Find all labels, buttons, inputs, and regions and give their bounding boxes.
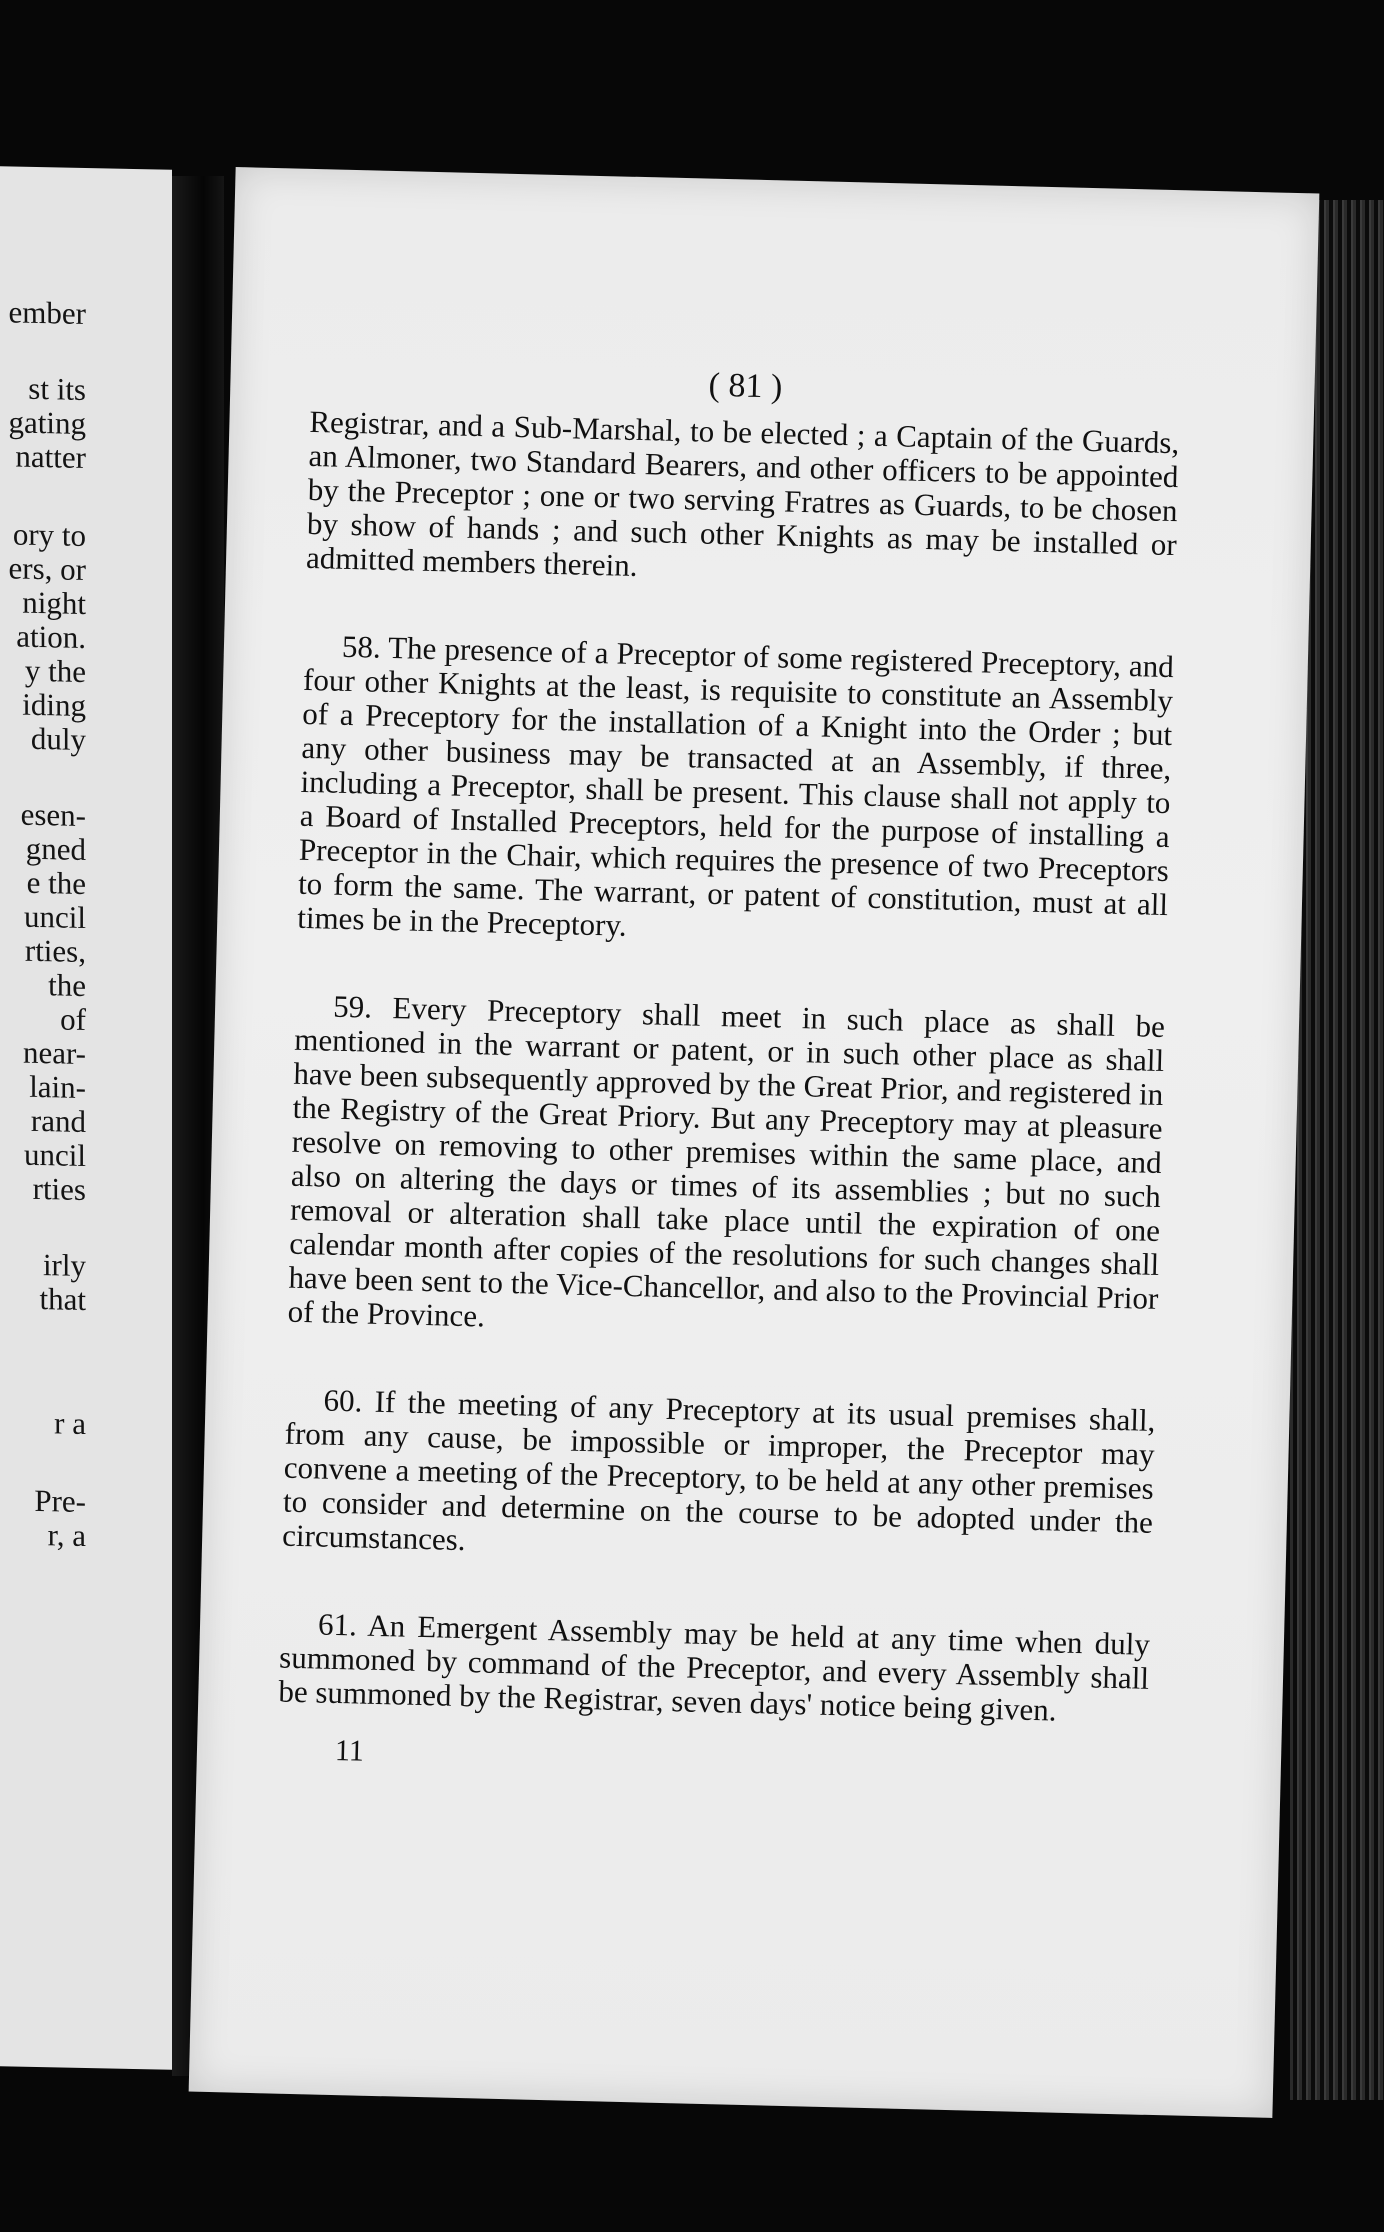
page-number: ( 81 ) <box>708 366 783 406</box>
facing-page-fragment: the <box>48 967 86 1003</box>
facing-page-fragment: duly <box>30 720 86 757</box>
facing-page-fragment: rties <box>32 1170 86 1207</box>
facing-page-fragment: Pre- <box>34 1482 86 1519</box>
facing-page-fragment: ory to <box>12 516 86 553</box>
signature-mark: 11 <box>334 1733 365 1768</box>
facing-page-fragment: r a <box>54 1405 86 1441</box>
paragraph-59: 59. Every Preceptory shall meet in such place as shall be mentioned in the warrant or patent, or in such other place as shall have been subsequently approved by the Great Prior, and registered in the Registry of the Great Priory. But any Preceptory may at pleasure resolve on removing to other premises within the same place, and also on altering the days or times of its assemblies ; but no such removal or alteration shall take place until the expiration of one calendar month after copies of the resolutions for such changes shall have been sent to the Vice-Chancellor, and also to the Provincial Prior of the Province. <box>287 988 1166 1334</box>
facing-page-fragment: of <box>60 1001 86 1037</box>
book-page <box>189 167 1320 2118</box>
paragraph-61: 61. An Emergent Assembly may be held at any time when duly summoned by command of the Preceptor, and every Assembly shall be summoned by the Registrar, seven days' notice being given. <box>278 1606 1151 1728</box>
facing-page-fragment: lain- <box>29 1068 86 1105</box>
facing-page-fragment: ember <box>8 294 86 331</box>
facing-page-fragment: uncil <box>24 1136 86 1173</box>
facing-page-fragment: gating <box>8 404 86 441</box>
facing-page-fragment: gned <box>25 830 86 867</box>
facing-page-fragment: night <box>22 584 86 621</box>
facing-page-fragment: that <box>39 1281 86 1317</box>
facing-page-fragment: esen- <box>20 796 86 833</box>
facing-page-fragment: iding <box>22 686 86 723</box>
paragraph-continuation: Registrar, and a Sub-Marshal, to be elected ; a Captain of the Guards, an Almoner, two Standard Bearers, and other officers to be appointed by the Preceptor ; one or two serving Fratres as Guards, to be chosen by show of hands ; and such other Knights as may be installed or admitted members therein. <box>305 403 1180 583</box>
facing-page-fragment: y the <box>24 652 86 689</box>
facing-page-fragment: ation. <box>16 618 86 655</box>
facing-page-fragment: r, a <box>47 1517 86 1553</box>
facing-page-fragment: st its <box>28 370 86 407</box>
facing-page-fragment: natter <box>15 438 86 475</box>
page-content <box>277 359 1181 1788</box>
facing-page-fragment: rand <box>30 1102 86 1139</box>
facing-page-fragment: e the <box>26 864 86 901</box>
facing-page-fragment: ers, or <box>8 550 86 587</box>
facing-page-fragment: uncil <box>24 898 86 935</box>
paragraph-60: 60. If the meeting of any Preceptory at its usual premises shall, from any cause, be impossible or improper, the Preceptor may convene a meeting of the Preceptory, to be held at any other premises to consider and determine on the course to be adopted under the circumstances. <box>281 1382 1156 1558</box>
paragraph-58: 58. The presence of a Preceptor of some registered Preceptory, and four other Knights at the least, is requisite to constitute an Assembly of a Preceptory for the installation of a Knight into the Order ; but any other business may be transacted at an Assembly, if three, including a Preceptor, shall be present. This clause shall not apply to a Board of Installed Preceptors, held for the purpose of installing a Preceptor in the Chair, which requires the presence of two Preceptors to form the same. The warrant, or patent of constitution, must at all times be in the Preceptory. <box>296 628 1175 943</box>
facing-page-fragment: irly <box>42 1247 86 1283</box>
facing-page-fragment: rties, <box>24 932 86 969</box>
facing-page-left <box>0 166 172 2070</box>
facing-page-fragment: near- <box>22 1034 86 1071</box>
